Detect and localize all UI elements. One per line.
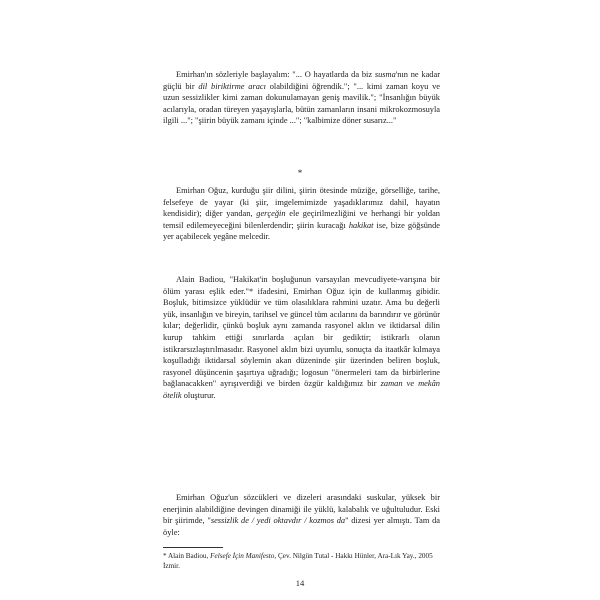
paragraph-text: Emirhan Oğuz, kurduğu şiir dilini, şiirin ötesinde müziğe, görselliğe, tarihe, felsefeye de yayar (ki şiir, imgelemimizde yaşadıklarımız dahil, hayatın kendisidir); diğer yandan, gerçeğin ele geçirilmezliğini ve herhangi bir yoldan temsil edilemeyeceğini bilenlerdendir; şiirin kuracağı hakikat ise, bize göğsünde yer açabilecek yegâne melcedir. [163, 186, 440, 242]
paragraph-4 [163, 492, 440, 538]
footnote-rule [163, 547, 223, 548]
footnote-text: * Alain Badiou, Felsefe İçin Manifesto, Çev. Nilgün Tutal - Hakkı Hünler, Ara-Lık Yay., 2005 İzmir. [163, 552, 433, 570]
paragraph-1 [163, 69, 440, 127]
paragraph-text: Emirhan Oğuz'un sözcükleri ve dizeleri arasındaki suskular, yüksek bir enerjinin alabildiğine devingen dinamiği ile yüklü, kalabalık ve uğultuludur. Eski bir şiirimde, "sessizlik de / yedi oktavdır / kozmos da" dizesi yer almıştı. Tam da öyle: [163, 493, 441, 537]
paragraph-text: Emirhan'ın sözleriyle başlayalım: "... O hayatlarda da biz susma'nın ne kadar güçlü bir dil biriktirme aracı olabildiğini öğrendik."; "... kimi zaman koyu ve uzun sessizlikler kimi zaman dokunulamayan geniş mavilik."; "İnsanlığın büyük acılarıyla, oradan türeyen yaşayışlarla, bütün zamanların insani mikrokozmosuyla ilgili ..."; "şiirin büyük zamanı içinde ..."; "kalbimize döner susarız..." [163, 70, 441, 126]
paragraph-3 [163, 274, 440, 402]
footnote [163, 552, 440, 571]
section-separator: * [297, 168, 303, 178]
paragraph-2 [163, 185, 440, 243]
page-number: 14 [295, 578, 305, 588]
paragraph-text: Alain Badiou, "Hakikat'in boşluğunun varsayılan mevcudiyete-varışına bir ölüm yarası eşlik eder."* ifadesini, Emirhan Oğuz için de kullanmış gibidir. Boşluk, bitimsizce yüklüdür ve tüm olasılıklara rahmini uzatır. Ama bu değerli yük, insanlığın ve bireyin, tarihsel ve güncel tüm acılarını da barındırır ve görünür kılar; değerlidir, çünkü boşluk aynı zamanda rasyonel aklın ve iktidarsal dilin kurup tahkim ettiği sınırlarda açılan bir gediktir; istikrarlı olanın istikrarsızlaştırılmasıdır. Rasyonel aklın bizi uyumlu, sonuçta da itaatkâr kılmaya koşulladığı iktidarsal söylemin akan düzeninde şiir üzerinden beliren boşluk, rasyonel düşüncenin şaşırtıya uğradığı; logosun "önermeleri tam da birbirlerine bağlanacakken" ayrışıverdiği ve birden özgür kaldığımız bir zaman ve mekân ötelik oluşturur. [163, 275, 440, 400]
